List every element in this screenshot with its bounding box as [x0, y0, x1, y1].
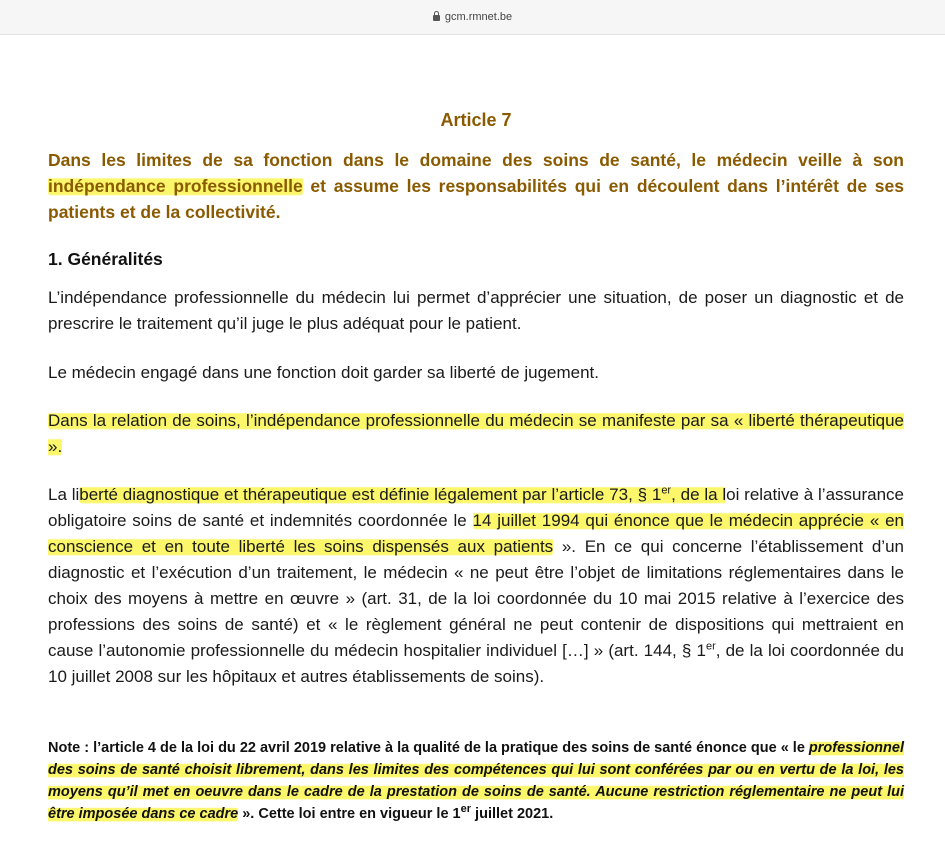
note-paragraph: Note : l’article 4 de la loi du 22 avril 2019 relative à la qualité de la pratique des soins de santé énonce que « le professionnel des soins de santé choisit librement, dans les limites des compétences qui lui sont conférées par ou en vertu de la loi, les moyens qu’il met en oeuvre dans le cadre de la prestation de soins de santé. Aucune restriction réglementaire ne peut lui être imposée dans ce cadre ». Cette loi entre en vigueur le 1er juillet 2021.: [48, 740, 904, 822]
browser-address-bar[interactable]: [0, 0, 945, 35]
paragraph-1: L’indépendance professionnelle du médecin lui permet d’apprécier une situation, de poser un diagnostic et de prescrire le traitement qu’il juge le plus adéquat pour le patient.: [48, 288, 904, 333]
article-title: Article 7: [440, 110, 512, 130]
highlight: indépendance professionnelle: [48, 176, 303, 196]
section-heading: 1. Généralités: [48, 249, 163, 269]
highlight: professionnel des soins de santé choisit librement, dans les limites des compétences qui lui sont conférées par ou en vertu de la loi, les moyens qu’il met en oeuvre dans le cadre de la prestation de soins de santé. Aucune restriction réglementaire ne peut lui être imposée dans ce cadre: [48, 740, 904, 822]
highlight: 14 juillet 1994 qui énonce que le médecin apprécie « en conscience et en toute liberté les soins dispensés aux patients: [48, 511, 904, 556]
paragraph-2: Le médecin engagé dans une fonction doit garder sa liberté de jugement.: [48, 363, 599, 382]
article-rule: Dans les limites de sa fonction dans le domaine des soins de santé, le médecin veille à son indépendance professionnelle et assume les responsabilités qui en découlent dans l’intérêt de ses patients et de la collectivité.: [48, 150, 904, 222]
highlight: berté diagnostique et thérapeutique est définie légalement par l’article 73, § 1er, de la l: [79, 484, 727, 504]
highlight: Dans la relation de soins, l’indépendance professionnelle du médecin se manifeste par sa « liberté thérapeutique ».: [48, 411, 904, 456]
paragraph-4: La liberté diagnostique et thérapeutique est définie légalement par l’article 73, § 1er, de la loi relative à l’assurance obligatoire soins de santé et indemnités coordonnée le 14 juillet 1994 qui énonce que le médecin apprécie « en conscience et en toute liberté les soins dispensés aux patients ». En ce qui concerne l’établissement d’un diagnostic et l’exécution d’un traitement, le médecin « ne peut être l’objet de limitations réglementaires dans le choix des moyens à mettre en œuvre » (art. 31, de la loi coordonnée du 10 mai 2015 relative à l’exercice des professions des soins de santé) et « le règlement général ne peut contenir de dispositions qui mettraient en cause l’autonomie professionnelle du médecin hospitalier individuel […] » (art. 144, § 1er, de la loi coordonnée du 10 juillet 2008 sur les hôpitaux et autres établissements de soins).: [48, 484, 905, 686]
lock-icon: [433, 15, 440, 21]
url-text: gcm.rmnet.be: [444, 11, 513, 23]
paragraph-3: [48, 408, 904, 460]
